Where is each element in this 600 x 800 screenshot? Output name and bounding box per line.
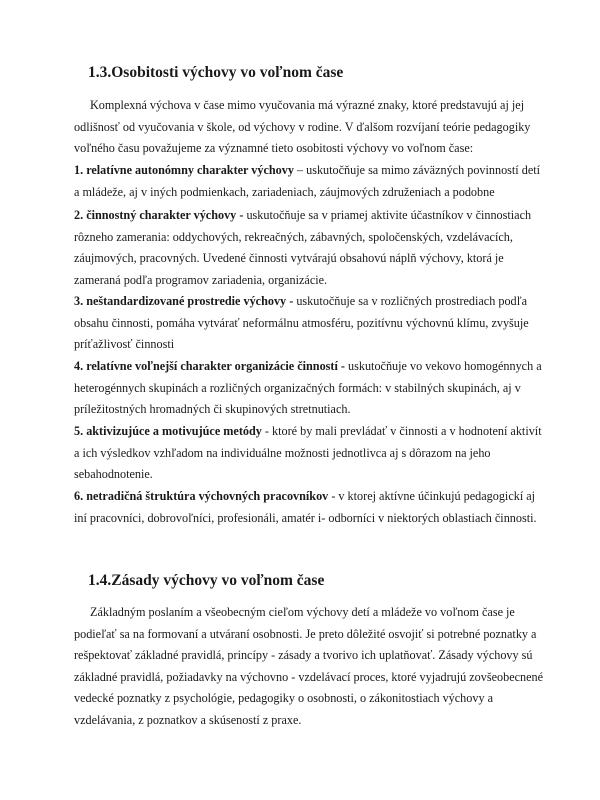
- section-heading-1-3: 1.3.Osobitosti výchovy vo voľnom čase: [88, 64, 344, 81]
- item-2-text: uskutočňuje sa v priamej aktivite účastníkov v činnostiach rôzneho zamerania: oddychových, rekreačných, zábavných, spoločenských, vzdelávacích, záujmových, pracovných. Uvedené činnosti vytvárajú obsahovú náplň výchovy, ktorá je zameraná podľa programov zariadenia, organizácie.: [74, 208, 532, 287]
- section-1-4-body: [74, 602, 544, 731]
- item-6-lead: 6. netradičná štruktúra výchovných pracovníkov: [74, 489, 329, 503]
- zasady-paragraph: Základným poslaním a všeobecným cieľom výchovy detí a mládeže vo voľnom čase je podieľať sa na formovaní a utváraní osobnosti. Je preto dôležité osvojiť si potrebné poznatky a rešpektovať základné pravidlá, princípy - zásady a tvorivo ich uplatňovať. Zásady výchovy sú základné pravidlá, požiadavky na výchovno - vzdelávací proces, ktoré vyjadrujú zovšeobecnené vedecké poznatky z psychológie, pedagogiky o osobnosti, o zákonitostiach výchovy a vzdelávania, z poznatkov a skúseností z praxe.: [74, 605, 544, 727]
- item-6: [74, 486, 544, 529]
- item-4-text: uskutočňuje vo vekovo homogénnych a heterogénnych skupinách a rozličných organizačných formách: v stabilných skupinách, aj v príležitostných hromadných či skupinových stretnutiach.: [74, 359, 542, 416]
- item-3-lead: 3. neštandardizované prostredie výchovy -: [74, 294, 294, 308]
- item-3-text: uskutočňuje sa v rozličných prostrediach podľa obsahu činnosti, pomáha vytvárať neformálnu atmosféru, pozitívnu výchovnú klímu, zvyšuje príťažlivosť činnosti: [74, 294, 529, 351]
- item-2-lead: 2. činnostný charakter výchovy -: [74, 208, 244, 222]
- item-4: [74, 356, 544, 421]
- item-1-text: – uskutočňuje sa mimo záväzných povinností detí a mládeže, aj v iných podmienkach, zariadeniach, záujmových združeniach a podobne: [74, 163, 541, 199]
- item-1-lead: 1. relatívne autonómny charakter výchovy: [74, 163, 294, 177]
- item-5-text: - ktoré by mali prevládať v činnosti a v hodnotení aktivít a ich výsledkov vzhľadom na individuálne možnosti jednotlivca aj s dôrazom na jeho sebahodnotenie.: [74, 424, 542, 481]
- item-6-text: - v ktorej aktívne účinkujú pedagogickí aj iní pracovníci, dobrovoľníci, profesionáli, amatér i- odborníci v niektorých oblastiach činnosti.: [74, 489, 537, 525]
- item-3: [74, 291, 544, 356]
- item-4-lead: 4. relatívne voľnejší charakter organizácie činností -: [74, 359, 345, 373]
- item-5: [74, 421, 544, 486]
- item-5-lead: 5. aktivizujúce a motivujúce metódy: [74, 424, 262, 438]
- section-heading-1-4: 1.4.Zásady výchovy vo voľnom čase: [88, 572, 325, 589]
- intro-paragraph: Komplexná výchova v čase mimo vyučovania má výrazné znaky, ktoré predstavujú aj jej odlišnosť od vyučovania v škole, od výchovy v rodine. V ďalšom rozvíjaní teórie pedagogiky voľného času považujeme za významné tieto osobitosti výchovy vo voľnom čase:: [74, 98, 531, 155]
- item-1: [74, 160, 544, 203]
- section-1-3-body: [74, 95, 544, 160]
- item-2: [74, 205, 544, 291]
